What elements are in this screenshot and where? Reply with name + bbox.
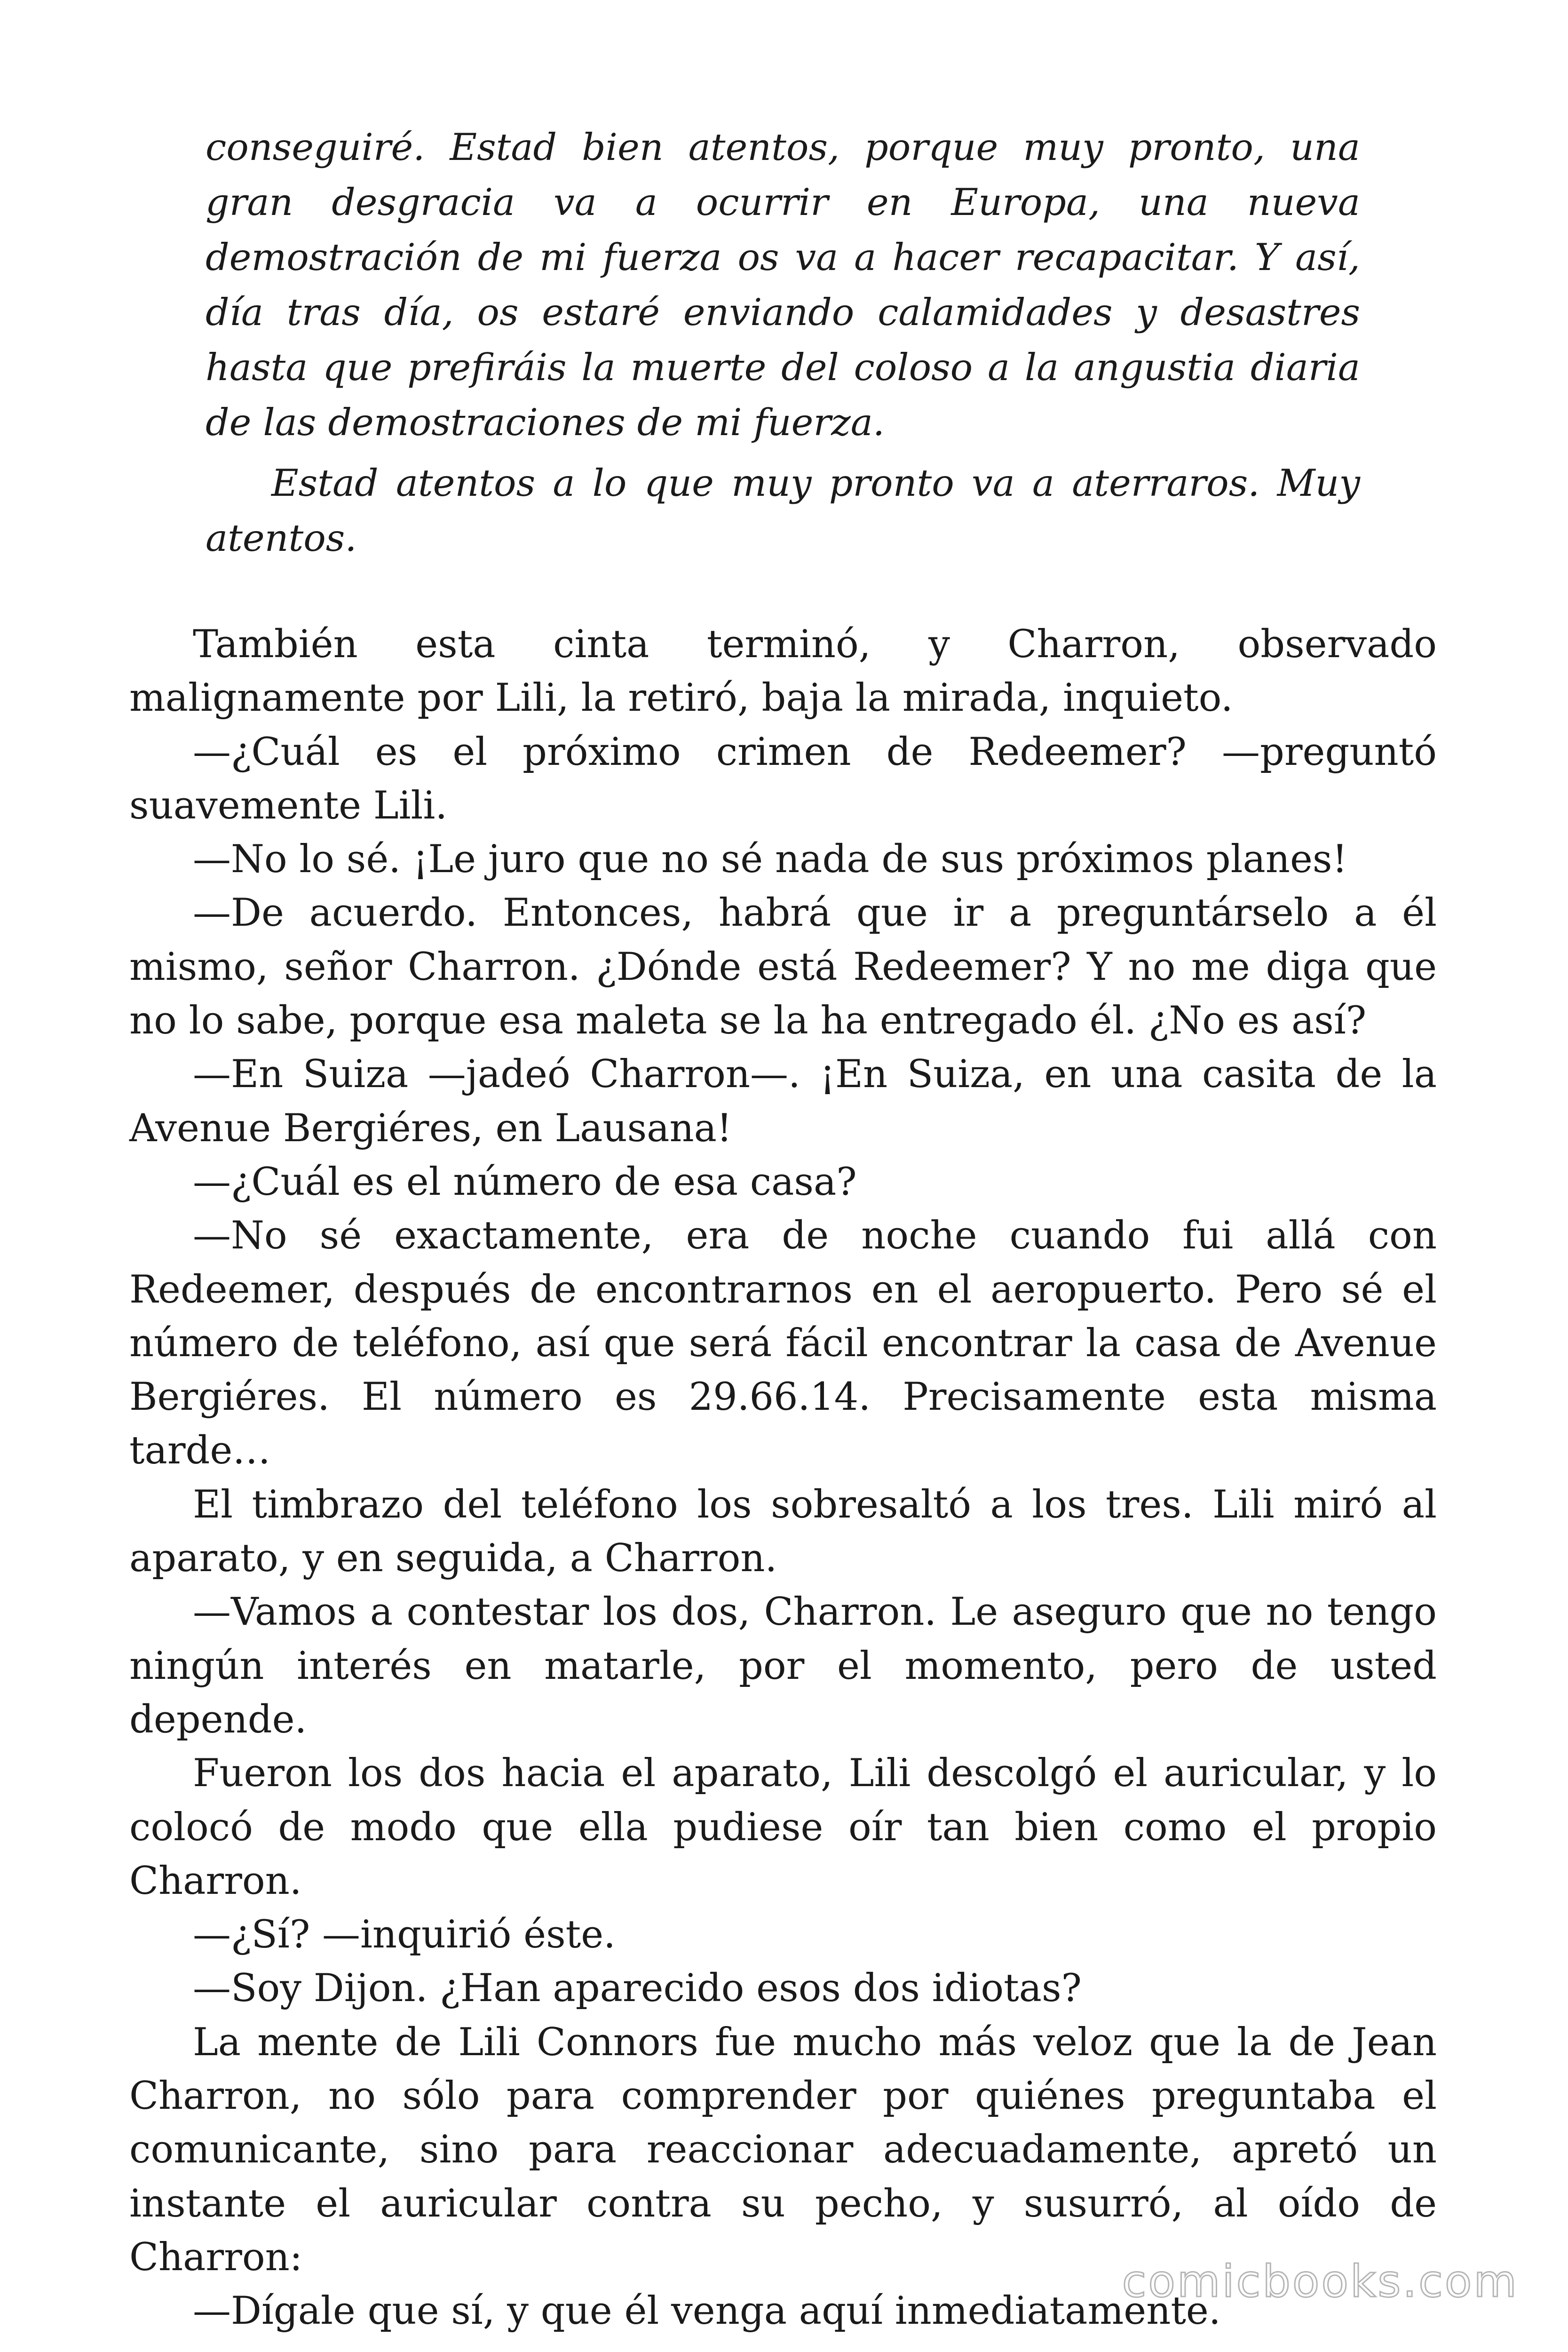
- watermark: comicbooks.com: [1122, 2256, 1519, 2307]
- body-paragraph: —¿Cuál es el número de esa casa?: [193, 1160, 857, 1204]
- body-paragraph: —¿Cuál es el próximo crimen de Redeemer? —preguntó suavemente Lili.: [129, 730, 1437, 828]
- body-paragraph: —No lo sé. ¡Le juro que no sé nada de sus próximos planes!: [193, 837, 1347, 882]
- body-paragraph: —No sé exactamente, era de noche cuando fui allá con Redeemer, después de encontrarnos en el aeropuerto. Pero sé el número de teléfono, así que será fácil encontrar la casa de Avenue Bergiéres. El número es 29.66.14. Precisamente esta misma tarde…: [129, 1214, 1437, 1473]
- italic-quote-block: [206, 120, 1360, 566]
- body-paragraph: —Vamos a contestar los dos, Charron. Le aseguro que no tengo ningún interés en matarle, por el momento, pero de usted depende.: [129, 1590, 1437, 1742]
- body-paragraph: Fueron los dos hacia el aparato, Lili descolgó el auricular, y lo colocó de modo que ella pudiese oír tan bien como el propio Charron.: [129, 1751, 1437, 1903]
- body-paragraph: —En Suiza —jadeó Charron—. ¡En Suiza, en una casita de la Avenue Bergiéres, en Lausana!: [129, 1052, 1437, 1151]
- body-paragraph: —Dígale que sí, y que él venga aquí inmediatamente.: [193, 2289, 1221, 2334]
- quote-paragraph: conseguiré. Estad bien atentos, porque muy pronto, una gran desgracia va a ocurrir en Europa, una nueva demostración de mi fuerza os va a hacer recapacitar. Y así, día tras día, os estaré enviando calamidades y desastres hasta que prefiráis la muerte del coloso a la angustia diaria de las demostraciones de mi fuerza.: [206, 126, 1360, 444]
- body-paragraph: El timbrazo del teléfono los sobresaltó a los tres. Lili miró al aparato, y en seguida, a Charron.: [129, 1482, 1437, 1581]
- body-paragraph: —Soy Dijon. ¿Han aparecido esos dos idiotas?: [193, 1966, 1082, 2011]
- body-paragraph: También esta cinta terminó, y Charron, observado malignamente por Lili, la retiró, baja la mirada, inquieto.: [129, 622, 1437, 721]
- body-paragraph: —¿Sí? —inquirió éste.: [193, 1913, 616, 1957]
- quote-paragraph: Estad atentos a lo que muy pronto va a aterraros. Muy atentos.: [206, 461, 1360, 560]
- body-paragraph: —De acuerdo. Entonces, habrá que ir a preguntárselo a él mismo, señor Charron. ¿Dónde está Redeemer? Y no me diga que no lo sabe, porque esa maleta se la ha entregado él. ¿No es así?: [129, 891, 1437, 1043]
- body-paragraph: La mente de Lili Connors fue mucho más veloz que la de Jean Charron, no sólo para comprender por quiénes preguntaba el comunicante, sino para reaccionar adecuadamente, apretó un instante el auricular contra su pecho, y susurró, al oído de Charron:: [129, 2020, 1437, 2280]
- body-text-block: [129, 618, 1437, 2338]
